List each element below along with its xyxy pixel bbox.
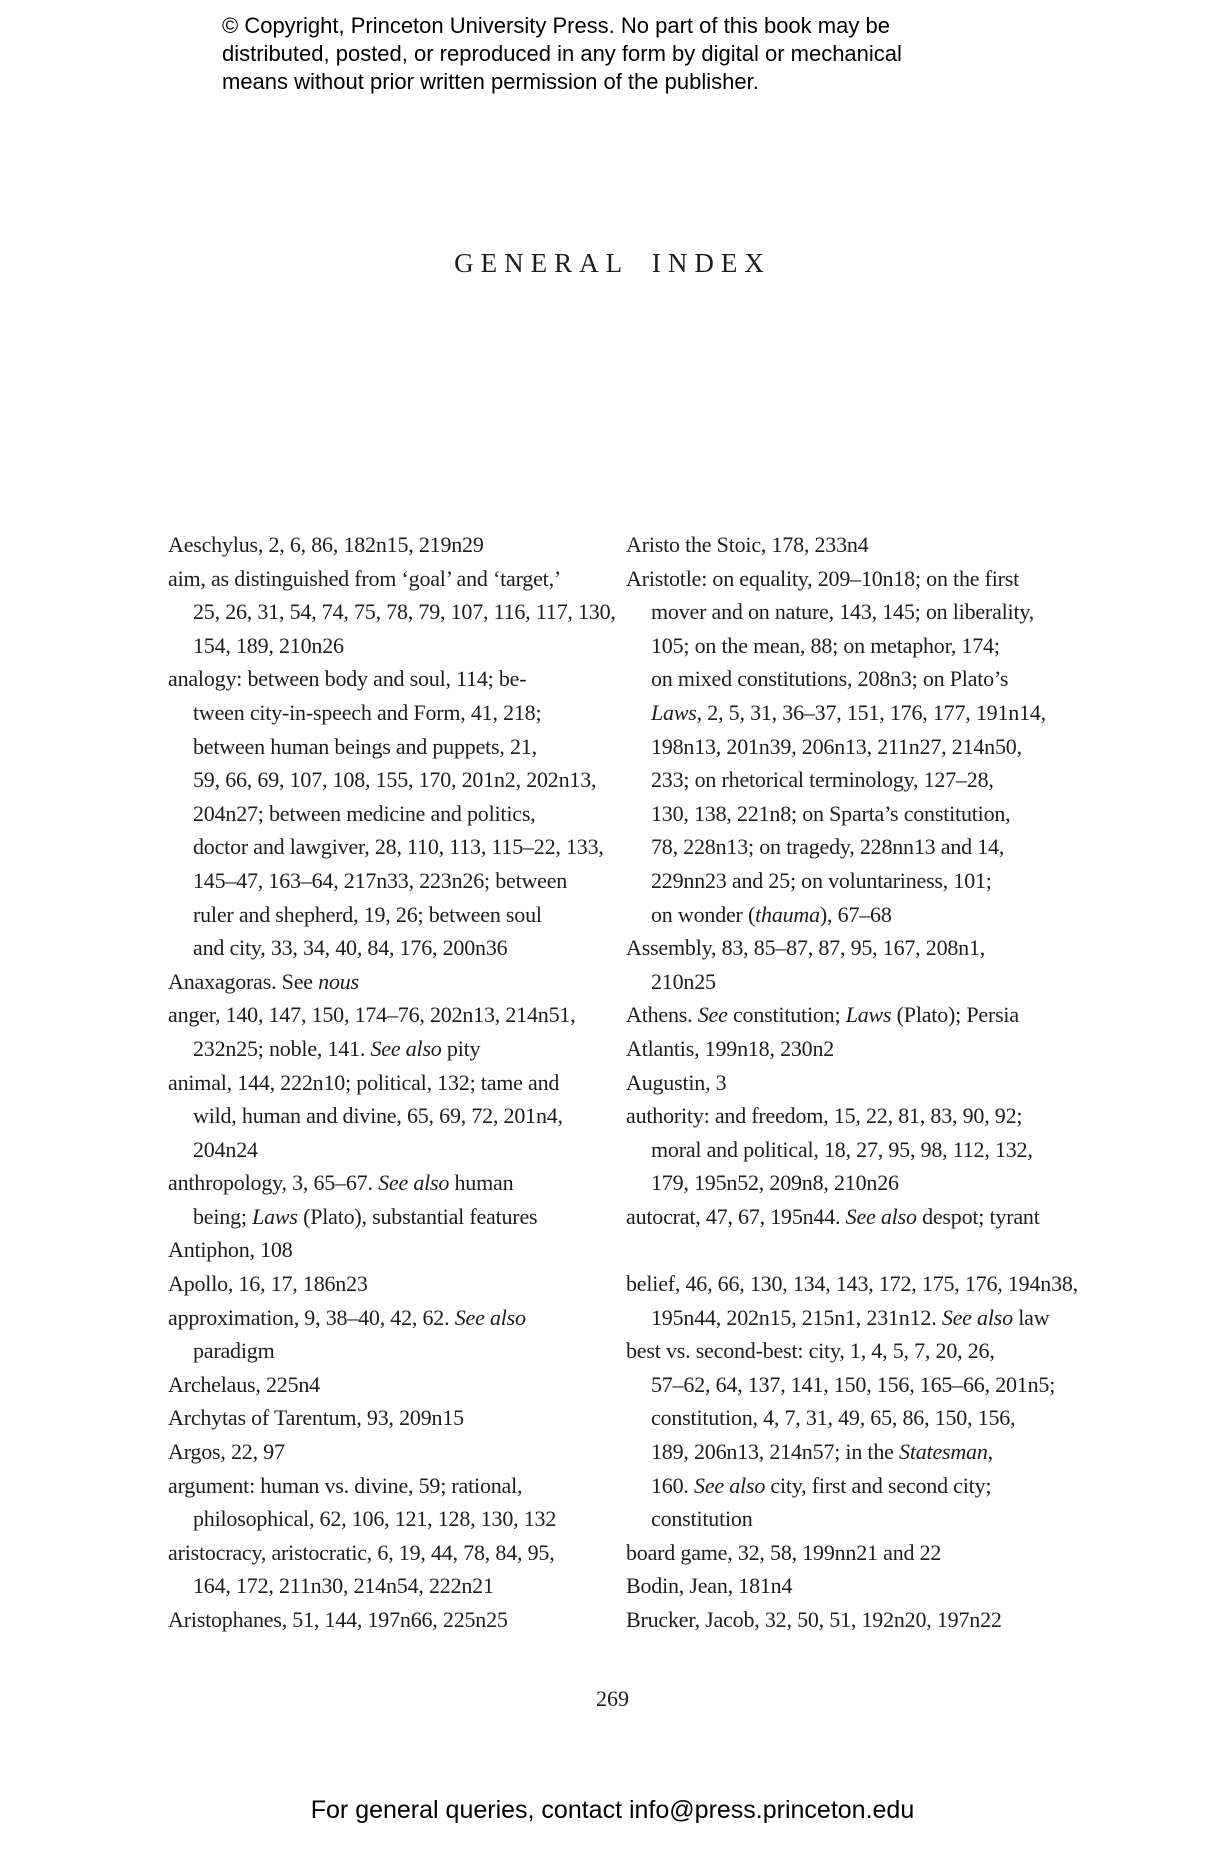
index-line: 229nn23 and 25; on voluntariness, 101; — [651, 867, 992, 893]
index-line: 57–62, 64, 137, 141, 150, 156, 165–66, 201n5; — [651, 1371, 1056, 1397]
index-line: approximation, 9, 38–40, 42, 62. See also — [168, 1304, 526, 1330]
index-line: Atlantis, 199n18, 230n2 — [626, 1035, 835, 1061]
index-line: 25, 26, 31, 54, 74, 75, 78, 79, 107, 116, 117, 130, — [193, 599, 616, 625]
index-line: authority: and freedom, 15, 22, 81, 83, 90, 92; — [626, 1103, 1023, 1129]
index-line: moral and political, 18, 27, 95, 98, 112, 132, — [651, 1136, 1033, 1162]
index-line: on mixed constitutions, 208n3; on Plato’s — [651, 666, 1009, 692]
index-line: 232n25; noble, 141. See also pity — [193, 1035, 481, 1061]
index-line: Aristo the Stoic, 178, 233n4 — [626, 532, 869, 557]
footer-contact: For general queries, contact info@press.princeton.edu — [310, 1796, 915, 1824]
index-line: animal, 144, 222n10; political, 132; tame and — [168, 1069, 560, 1095]
index-line: being; Laws (Plato), substantial features — [193, 1203, 538, 1229]
index-line: Argos, 22, 97 — [168, 1439, 285, 1465]
page-title: GENERAL INDEX — [454, 248, 771, 278]
index-line: Archytas of Tarentum, 93, 209n15 — [168, 1405, 464, 1431]
copyright-notice — [222, 12, 902, 96]
index-line: paradigm — [193, 1338, 275, 1364]
index-line: argument: human vs. divine, 59; rational, — [168, 1472, 523, 1498]
index-line: 204n24 — [193, 1136, 258, 1162]
index-line: 198n13, 201n39, 206n13, 211n27, 214n50, — [651, 733, 1022, 759]
index-line: Aeschylus, 2, 6, 86, 182n15, 219n29 — [168, 532, 484, 557]
index-line: Aristotle: on equality, 209–10n18; on the first — [626, 565, 1020, 591]
index-line: tween city-in-speech and Form, 41, 218; — [193, 699, 542, 725]
index-line: 154, 189, 210n26 — [193, 632, 344, 658]
index-line: belief, 46, 66, 130, 134, 143, 172, 175, 176, 194n38, — [626, 1271, 1078, 1297]
index-line: aim, as distinguished from ‘goal’ and ‘target,’ — [168, 565, 562, 591]
index-line: Aristophanes, 51, 144, 197n66, 225n25 — [168, 1607, 508, 1632]
index-line: mover and on nature, 143, 145; on liberality, — [651, 599, 1035, 625]
copyright-line-2: distributed, posted, or reproduced in any form by digital or mechanical — [222, 41, 902, 66]
index-line: philosophical, 62, 106, 121, 128, 130, 132 — [193, 1506, 557, 1532]
index-line: 195n44, 202n15, 215n1, 231n12. See also law — [651, 1304, 1050, 1330]
index-line: 204n27; between medicine and politics, — [193, 800, 536, 826]
index-column-right — [626, 528, 1078, 1637]
index-line: anger, 140, 147, 150, 174–76, 202n13, 214n51, — [168, 1002, 576, 1028]
index-line: 179, 195n52, 209n8, 210n26 — [651, 1170, 899, 1196]
index-line: Apollo, 16, 17, 186n23 — [168, 1271, 368, 1297]
index-line: Laws, 2, 5, 31, 36–37, 151, 176, 177, 191n14, — [651, 699, 1046, 725]
index-line: 189, 206n13, 214n57; in the Statesman, — [651, 1439, 993, 1465]
index-line: 210n25 — [651, 968, 716, 994]
index-line: board game, 32, 58, 199nn21 and 22 — [626, 1539, 942, 1565]
index-column-left — [168, 528, 620, 1637]
index-line: 164, 172, 211n30, 214n54, 222n21 — [193, 1573, 494, 1599]
index-line: constitution, 4, 7, 31, 49, 65, 86, 150, 156, — [651, 1405, 1016, 1431]
index-line: Antiphon, 108 — [168, 1237, 293, 1263]
index-line: Anaxagoras. See nous — [168, 968, 359, 994]
index-line: on wonder (thauma), 67–68 — [651, 901, 892, 927]
index-line: doctor and lawgiver, 28, 110, 113, 115–22, 133, — [193, 834, 604, 860]
index-line: 160. See also city, first and second city; — [651, 1472, 992, 1498]
index-line: 78, 228n13; on tragedy, 228nn13 and 14, — [651, 834, 1005, 860]
index-line: anthropology, 3, 65–67. See also human — [168, 1170, 514, 1196]
copyright-line-1: © Copyright, Princeton University Press. No part of this book may be — [222, 13, 890, 38]
copyright-line-3: means without prior written permission of the publisher. — [222, 69, 759, 94]
index-line: Bodin, Jean, 181n4 — [626, 1573, 793, 1599]
index-line: Augustin, 3 — [626, 1069, 727, 1095]
index-line — [626, 1233, 1078, 1267]
index-line: Assembly, 83, 85–87, 87, 95, 167, 208n1, — [626, 935, 986, 961]
index-line: Archelaus, 225n4 — [168, 1371, 320, 1397]
index-line: wild, human and divine, 65, 69, 72, 201n4, — [193, 1103, 563, 1129]
page-number: 269 — [596, 1686, 629, 1711]
index-line: between human beings and puppets, 21, — [193, 733, 537, 759]
index-line: best vs. second-best: city, 1, 4, 5, 7, 20, 26, — [626, 1338, 995, 1364]
index-line: 59, 66, 69, 107, 108, 155, 170, 201n2, 202n13, — [193, 767, 597, 793]
index-line: autocrat, 47, 67, 195n44. See also despot; tyrant — [626, 1203, 1040, 1229]
index-line: constitution — [651, 1506, 753, 1532]
index-line: 105; on the mean, 88; on metaphor, 174; — [651, 632, 1000, 658]
index-line: Athens. See constitution; Laws (Plato); Persia — [626, 1002, 1019, 1028]
index-line: analogy: between body and soul, 114; be- — [168, 666, 527, 692]
index-line: and city, 33, 34, 40, 84, 176, 200n36 — [193, 935, 508, 961]
index-line: Brucker, Jacob, 32, 50, 51, 192n20, 197n22 — [626, 1607, 1002, 1632]
index-line: ruler and shepherd, 19, 26; between soul — [193, 901, 542, 927]
index-line: 145–47, 163–64, 217n33, 223n26; between — [193, 867, 568, 893]
index-line: 130, 138, 221n8; on Sparta’s constitution, — [651, 800, 1011, 826]
index-line: 233; on rhetorical terminology, 127–28, — [651, 767, 994, 793]
index-line: aristocracy, aristocratic, 6, 19, 44, 78, 84, 95, — [168, 1539, 555, 1565]
